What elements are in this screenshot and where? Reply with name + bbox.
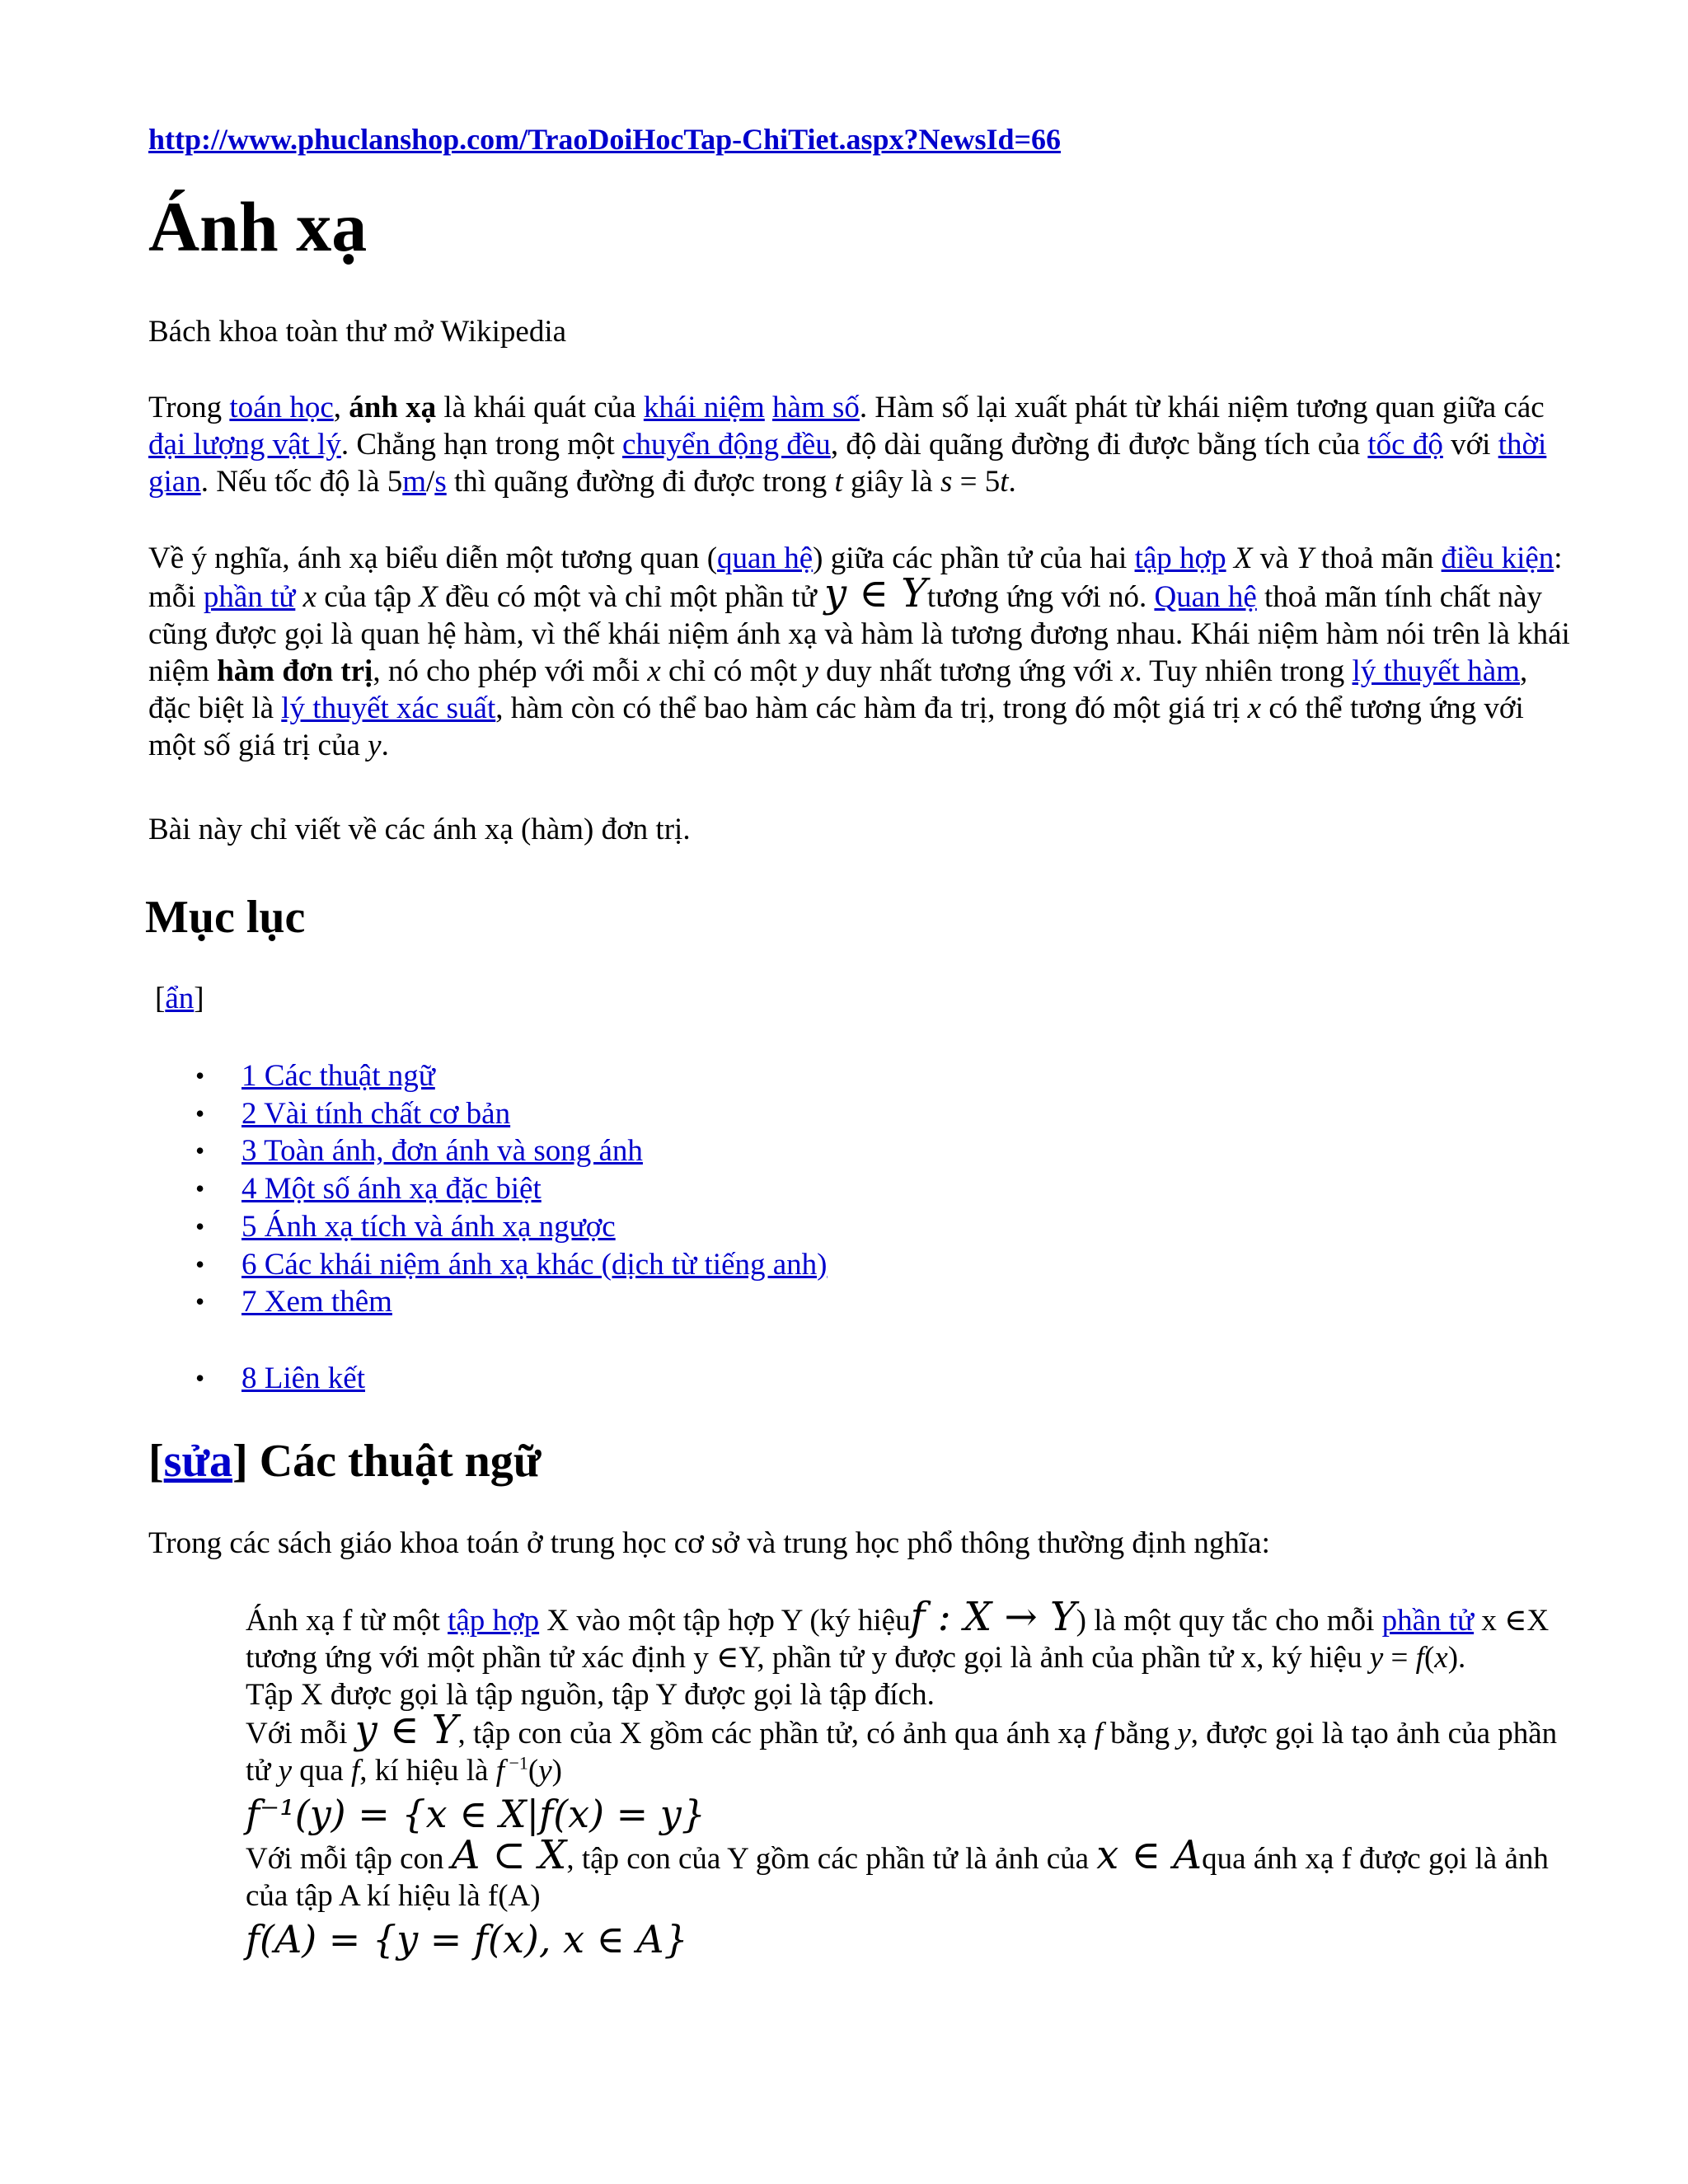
toc-link-4[interactable]: 4 Một số ánh xạ đặc biệt	[241, 1172, 542, 1207]
toc-item	[148, 1283, 827, 1321]
toc-list-tail	[148, 1360, 365, 1398]
math-f-X-to-Y: f : X → Y	[910, 1594, 1076, 1640]
meaning-paragraph: Về ý nghĩa, ánh xạ biểu diễn một tương quan (quan hệ) giữa các phần tử của hai tập hợp X và Y thoả mãn điều kiện: mỗi phần tử x của tập X đều có một và chỉ một phần tử y ∈ Ytương ứng với nó. Quan hệ thoả mãn tính chất này cũng được gọi là quan hệ hàm, vì thế khái niệm ánh xạ và hàm là tương đương nhau. Khái niệm hàm nói trên là khái niệm hàm đơn trị, nó cho phép với mỗi x chỉ có một y duy nhất tương ứng với x. Tuy nhiên trong lý thuyết hàm, đặc biệt là lý thuyết xác suất, hàm còn có thể bao hàm các hàm đa trị, trong đó một giá trị x có thể tương ứng với một số giá trị của y.	[148, 541, 1570, 762]
toc-item	[148, 1170, 827, 1208]
definition-line-2: Tập X được gọi là tập nguồn, tập Y được gọi là tập đích.	[246, 1678, 935, 1712]
toc-item	[148, 1360, 365, 1398]
math-y-in-Y-def: y ∈ Y	[354, 1707, 458, 1753]
link-thoi-gian[interactable]: thời gian	[148, 428, 1547, 499]
section-intro: Trong các sách giáo khoa toán ở trung học cơ sở và trung học phổ thông thường định nghĩa:	[148, 1526, 1270, 1560]
definition-line-1: Ánh xạ f từ một tập hợp X vào một tập hợp Y (ký hiệuf : X → Y) là một quy tắc cho mỗi phần tử x ∈X tương ứng với một phần tử xác định y ∈Y, phần tử y được gọi là ảnh của phần tử x, ký hiệu y = f(x).	[246, 1594, 1550, 1675]
bold-ham-don-tri: hàm đơn trị	[217, 654, 373, 688]
toc-hide-link[interactable]: ẩn	[165, 982, 195, 1015]
math-x-in-A: x ∈ A	[1096, 1832, 1203, 1878]
edit-section-link[interactable]: sửa	[163, 1436, 233, 1487]
section-heading-thuat-ngu: [sửa] Các thuật ngữ	[148, 1436, 542, 1487]
toc-item	[148, 1208, 827, 1246]
toc-link-7[interactable]: 7 Xem thêm	[241, 1285, 392, 1319]
link-phan-tu-def[interactable]: phần tử	[1381, 1604, 1475, 1638]
link-toc-do[interactable]: tốc độ	[1367, 428, 1443, 462]
link-quan-he[interactable]: quan hệ	[717, 541, 814, 575]
link-ham-so[interactable]: hàm số	[772, 391, 860, 424]
math-y-in-Y: y ∈ Y	[824, 570, 927, 616]
page-title: Ánh xạ	[148, 187, 368, 266]
toc-item	[148, 1057, 827, 1095]
link-s[interactable]: s	[434, 465, 447, 499]
toc-link-2[interactable]: 2 Vài tính chất cơ bản	[241, 1096, 511, 1131]
math-A-subset-X: A ⊂ X	[451, 1832, 567, 1878]
toc-item	[148, 1246, 827, 1284]
link-chuyen-dong-deu[interactable]: chuyển động đều	[622, 428, 831, 462]
toc-list	[148, 1057, 827, 1321]
link-khai-niem[interactable]: khái niệm	[643, 391, 765, 424]
bold-anh-xa: ánh xạ	[349, 391, 437, 424]
toc-item	[148, 1132, 827, 1170]
scope-paragraph: Bài này chỉ viết về các ánh xạ (hàm) đơn trị.	[148, 813, 691, 846]
link-m[interactable]: m	[402, 465, 427, 499]
definition-block	[246, 1594, 1574, 1964]
toc-item	[148, 1095, 827, 1133]
formula-preimage: f⁻¹(y) = {x ∈ X|f(x) = y}	[246, 1792, 706, 1836]
link-ly-thuyet-ham[interactable]: lý thuyết hàm	[1352, 654, 1520, 688]
toc-link-6[interactable]: 6 Các khái niệm ánh xạ khác (dịch từ tiếng anh)	[241, 1247, 828, 1282]
link-dai-luong-vat-ly[interactable]: đại lượng vật lý	[148, 428, 341, 462]
toc-link-1[interactable]: 1 Các thuật ngữ	[241, 1059, 435, 1093]
link-tap-hop[interactable]: tập hợp	[1134, 541, 1226, 575]
link-tap-hop-def[interactable]: tập hợp	[448, 1604, 540, 1638]
link-ly-thuyet-xac-suat[interactable]: lý thuyết xác suất	[281, 691, 496, 725]
definition-line-4: Với mỗi tập con A ⊂ X, tập con của Y gồm các phần tử là ảnh của x ∈ Aqua ánh xạ f được gọi là ảnh của tập A kí hiệu là f(A)	[246, 1832, 1549, 1913]
toc-toggle: [ẩn]	[155, 982, 204, 1015]
link-phan-tu[interactable]: phần tử	[203, 580, 296, 614]
toc-link-3[interactable]: 3 Toàn ánh, đơn ánh và song ánh	[241, 1134, 643, 1169]
definition-line-3: Với mỗi y ∈ Y, tập con của X gồm các phần tử, có ảnh qua ánh xạ f bằng y, được gọi là tạo ảnh của phần tử y qua f, kí hiệu là f $^{-1}$(y)	[246, 1707, 1558, 1788]
toc-link-5[interactable]: 5 Ánh xạ tích và ánh xạ ngược	[241, 1209, 616, 1244]
formula-image: f(A) = {y = f(x), x ∈ A}	[246, 1917, 688, 1961]
source-url-link[interactable]: http://www.phuclanshop.com/TraoDoiHocTap-ChiTiet.aspx?NewsId=66	[148, 123, 1062, 156]
toc-link-8[interactable]: 8 Liên kết	[241, 1361, 366, 1395]
link-quan-he-2[interactable]: Quan hệ	[1154, 580, 1257, 614]
link-toan-hoc[interactable]: toán học	[229, 391, 334, 424]
toc-title: Mục lục	[145, 892, 306, 943]
link-dieu-kien[interactable]: điều kiện	[1441, 541, 1554, 575]
page-subtitle: Bách khoa toàn thư mở Wikipedia	[148, 315, 567, 349]
intro-paragraph: Trong toán học, ánh xạ là khái quát của khái niệm hàm số. Hàm số lại xuất phát từ khái niệm tương quan giữa các đại lượng vật lý. Chẳng hạn trong một chuyển động đều, độ dài quãng đường đi được bằng tích của tốc độ với thời gian. Nếu tốc độ là 5m/s thì quãng đường đi được trong t giây là s = 5t.	[148, 391, 1547, 499]
